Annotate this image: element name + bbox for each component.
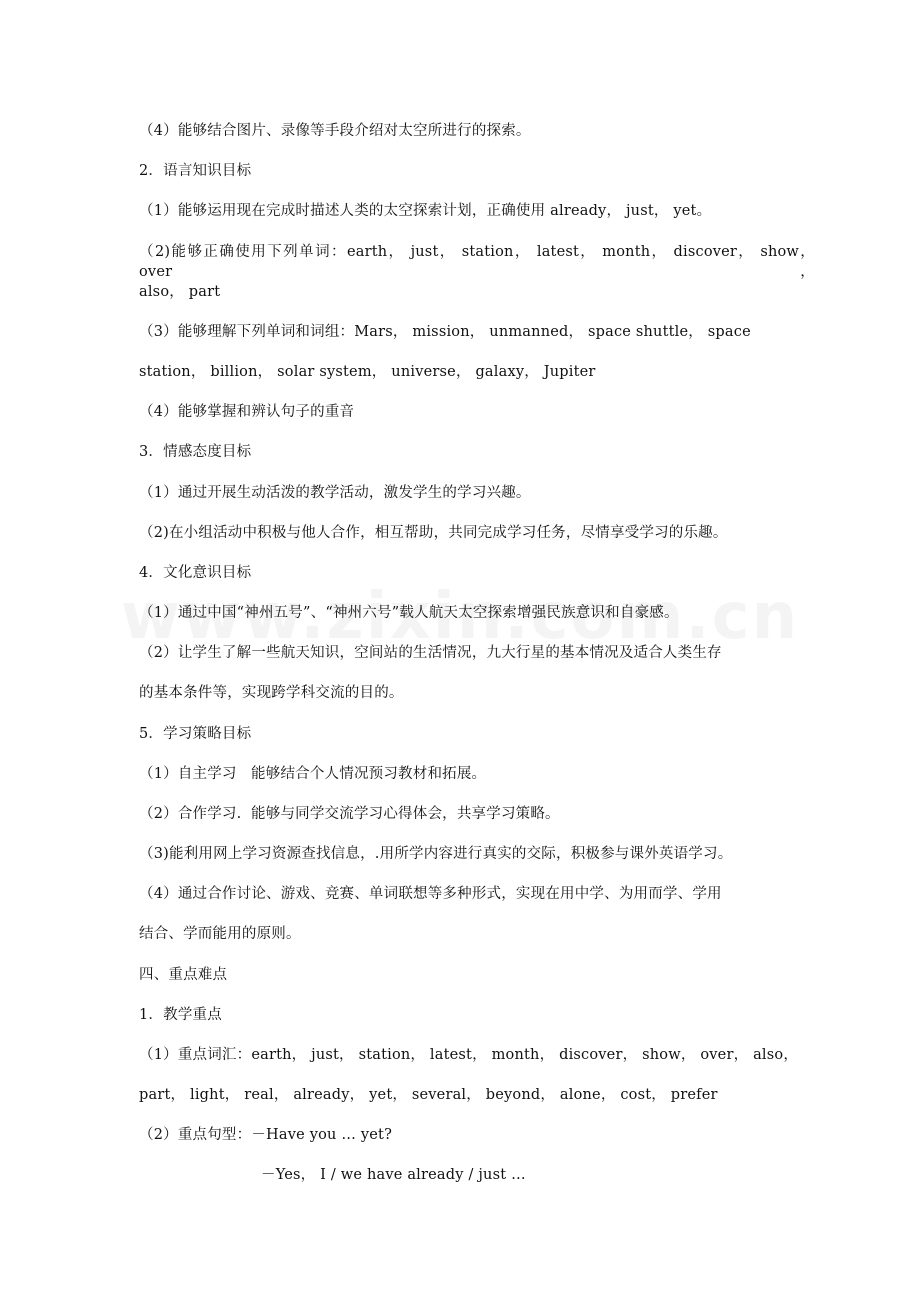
section-heading: 4．文化意识目标: [139, 565, 252, 581]
text-line: （1）通过中国“神州五号”、“神州六号”载人航天太空探索增强民族意识和自豪感。: [139, 605, 679, 621]
text-line: station， billion， solar system， universe， galaxy， Jupiter: [139, 364, 596, 380]
text-line: 结合、学而能用的原则。: [139, 926, 301, 942]
text-line: （1）重点词汇：earth， just， station， latest， month， discover， show， over， also，: [139, 1047, 799, 1063]
section-heading: 2．语言知识目标: [139, 163, 252, 179]
text-line: （4）能够掌握和辨认句子的重音: [139, 404, 355, 420]
section-heading: 3．情感态度目标: [139, 444, 252, 460]
section-heading: 四、重点难点: [139, 967, 228, 983]
text-line: （1）自主学习 能够结合个人情况预习教材和拓展。: [139, 766, 487, 782]
text-line: （2)在小组活动中积极与他人合作，相互帮助，共同完成学习任务，尽情享受学习的乐趣。: [139, 525, 728, 541]
text-line: （1）通过开展生动活泼的教学活动，激发学生的学习兴趣。: [139, 485, 531, 501]
text-line: （4）能够结合图片、录像等手段介绍对太空所进行的探索。: [139, 123, 531, 139]
text-line: （2）合作学习. 能够与同学交流学习心得体会，共享学习策略。: [139, 806, 560, 822]
text-line: also， part: [139, 284, 221, 300]
text-line: （2）让学生了解一些航天知识，空间站的生活情况，九大行星的基本情况及适合人类生存: [139, 645, 722, 661]
text-line: （4）通过合作讨论、游戏、竞赛、单词联想等多种形式，实现在用中学、为用而学、学用: [139, 886, 722, 902]
text-line: 的基本条件等，实现跨学科交流的目的。: [139, 685, 404, 701]
text-line: －Yes， I / we have already / just …: [261, 1167, 526, 1183]
text-line: （2）重点句型：－Have you … yet?: [139, 1127, 393, 1143]
text-line: （1）能够运用现在完成时描述人类的太空探索计划，正确使用 already， just， yet。: [139, 203, 712, 219]
text-line: （3)能利用网上学习资源查找信息，.用所学内容进行真实的交际，积极参与课外英语学习。: [139, 846, 733, 862]
section-heading: 5．学习策略目标: [139, 726, 252, 742]
section-heading: 1．教学重点: [139, 1007, 222, 1023]
text-line: （2)能够正确使用下列单词：earth， just， station， latest， month， discover， show， over，: [139, 244, 815, 280]
text-line: part， light， real， already， yet， several， beyond， alone， cost， prefer: [139, 1087, 718, 1103]
text-line: （3）能够理解下列单词和词组：Mars， mission， unmanned， space shuttle， space: [139, 324, 751, 340]
